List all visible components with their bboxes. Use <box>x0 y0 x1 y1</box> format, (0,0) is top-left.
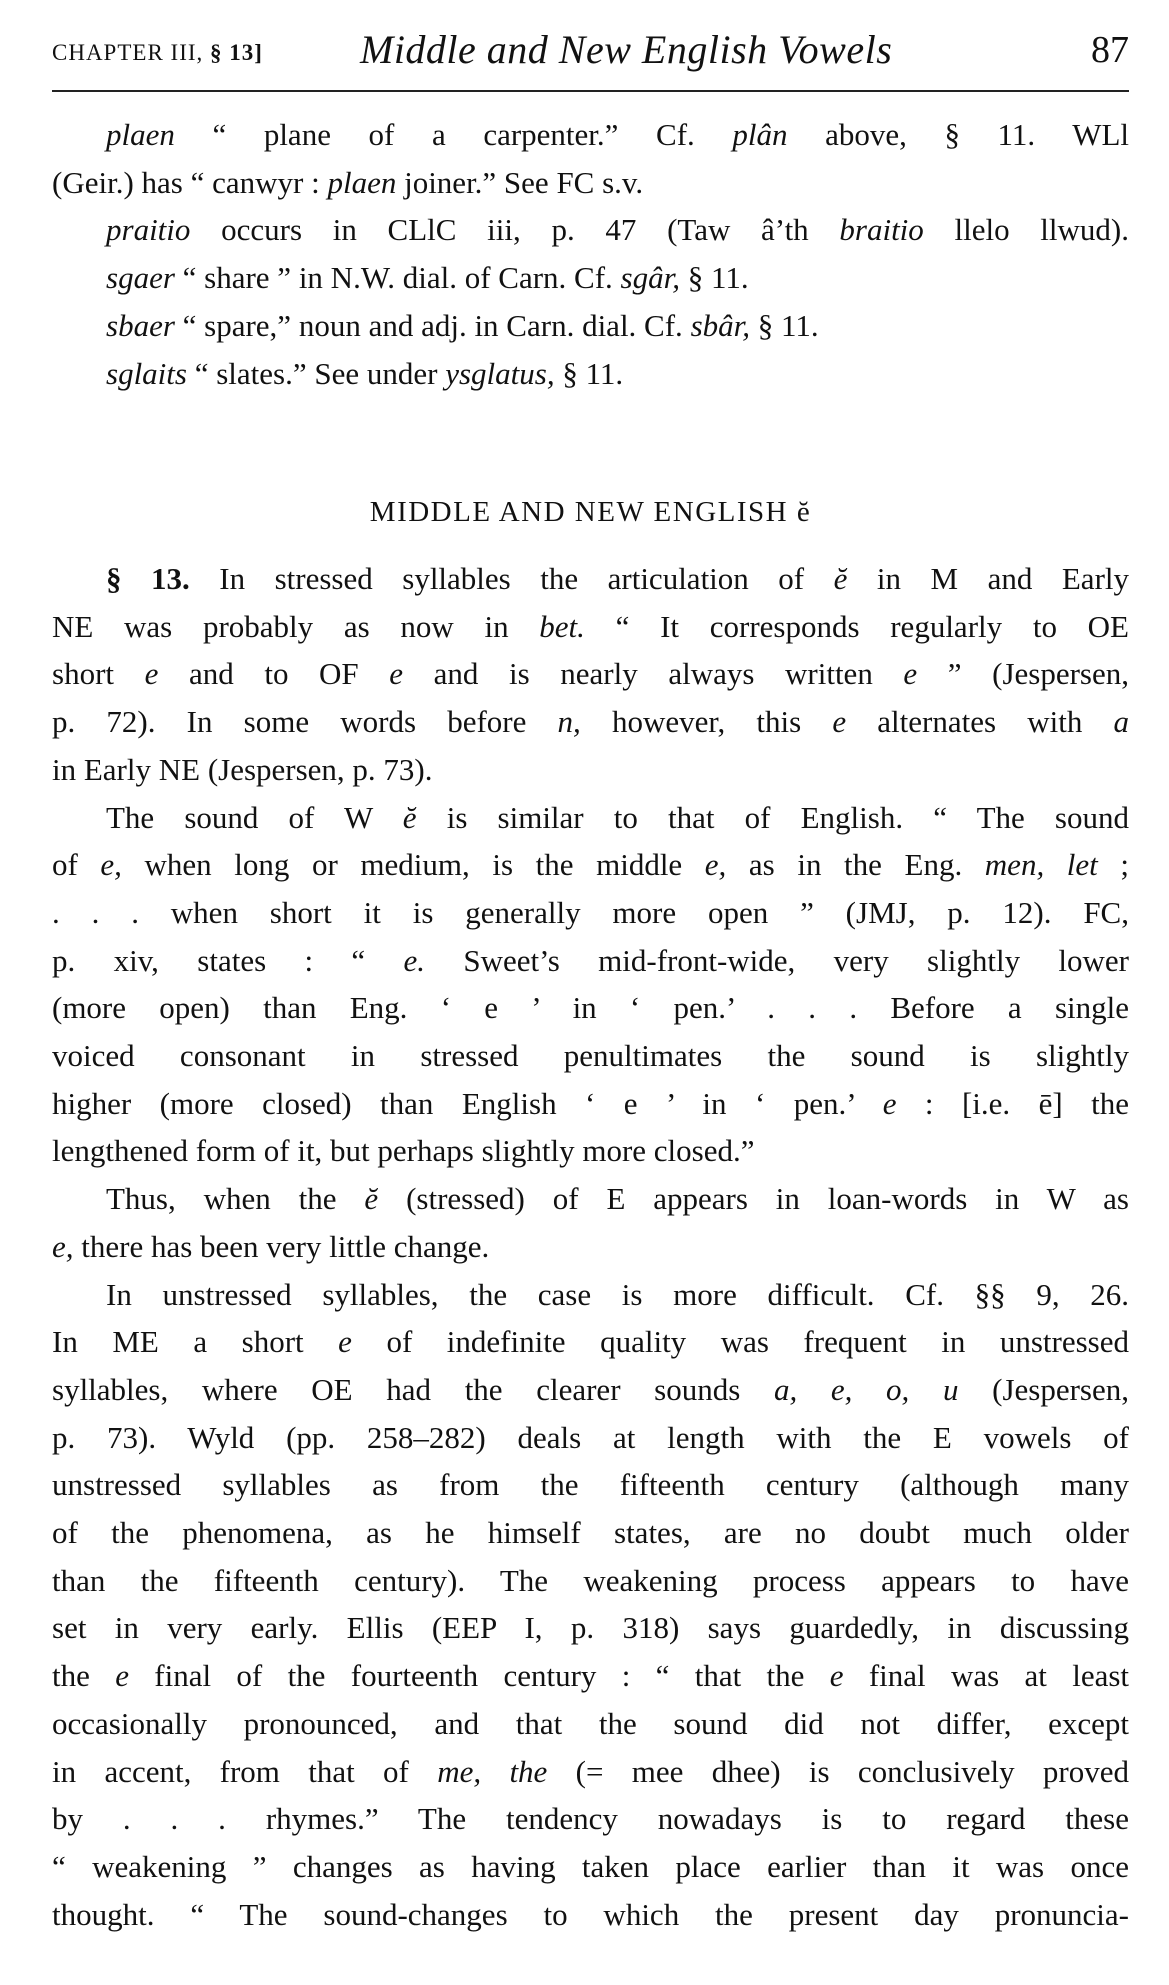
text-run: “ slates.” See under <box>186 355 446 391</box>
italic-term: e <box>389 656 404 692</box>
text-run: above, § 11. WLl <box>787 117 1129 152</box>
body-line <box>52 937 1129 985</box>
body-line-text <box>52 1467 1129 1502</box>
body-line-text <box>52 847 1129 882</box>
text-run: of indefinite quality was frequent in unstressed <box>351 1324 1129 1360</box>
body-line <box>52 603 1129 651</box>
body-line-text <box>52 1610 1129 1645</box>
text-run: alternates with <box>846 704 1114 740</box>
text-run: occurs in CLlC iii, p. 47 (Taw â’th <box>190 212 840 248</box>
text-run: voiced consonant in stressed penultimates the sound is slightly <box>52 1038 1129 1074</box>
body-line <box>52 1652 1129 1700</box>
body-line-text <box>52 990 1129 1025</box>
text-run: The sound of W <box>106 799 403 835</box>
entry-line <box>52 254 1129 302</box>
text-run: short <box>52 656 145 692</box>
body-line <box>52 1557 1129 1605</box>
entry-text <box>52 165 643 200</box>
text-run: NE was probably as now in <box>52 608 540 644</box>
text-run: final was at least <box>843 1658 1130 1694</box>
entry-text <box>106 260 749 295</box>
text-run: (= mee dhee) is conclusively proved <box>547 1753 1129 1789</box>
body-line-text <box>52 1229 489 1264</box>
italic-term: e <box>338 1324 352 1360</box>
italic-term: e, <box>100 847 122 883</box>
body-line-text <box>106 800 1129 835</box>
section-number: § 13. <box>106 561 190 596</box>
body-line-text <box>52 1897 1129 1932</box>
italic-term: e <box>882 1085 897 1121</box>
chapter-label: CHAPTER III, <box>52 40 204 65</box>
italic-term: ĕ <box>364 1181 379 1217</box>
text-run: however, this <box>580 704 833 740</box>
text-run: set in very early. Ellis (EEP I, p. 318) says guardedly, in discussing <box>52 1610 1129 1646</box>
text-run: § 11. <box>750 307 819 343</box>
body-line-text <box>52 1324 1129 1359</box>
italic-term: men, let <box>984 847 1098 883</box>
italic-term: braitio <box>839 212 924 248</box>
body-line-text <box>52 895 1129 930</box>
body-line <box>52 1080 1129 1128</box>
body-line <box>52 1414 1129 1462</box>
body-line-text <box>52 1372 1129 1407</box>
entry-line <box>52 350 1129 398</box>
italic-term: e <box>832 704 847 740</box>
entry-line <box>52 111 1129 159</box>
text-run: Thus, when the <box>106 1181 365 1217</box>
entry-text <box>106 212 1129 247</box>
body-line-text <box>52 1420 1129 1455</box>
body-line <box>52 1843 1129 1891</box>
body-line <box>52 1127 1129 1175</box>
text-run: there has been very little change. <box>73 1228 490 1264</box>
body-line-text <box>52 704 1129 739</box>
body-line <box>52 1461 1129 1509</box>
body-line <box>52 1509 1129 1557</box>
body-line <box>52 1604 1129 1652</box>
text-run: In unstressed syllables, the case is more difficult. Cf. §§ 9, 26. <box>106 1276 1129 1312</box>
entry-text <box>106 117 1129 152</box>
text-run: than the fifteenth century). The weakening process appears to have <box>52 1562 1129 1598</box>
body-line <box>52 794 1129 842</box>
italic-term: e <box>115 1658 129 1694</box>
body-line-text <box>52 1563 1129 1598</box>
body-line-text <box>52 1754 1129 1789</box>
text-run: joiner.” See FC s.v. <box>396 164 644 200</box>
text-run: in M and Early <box>847 561 1129 596</box>
text-run: unstressed syllables as from the fifteenth century (although many <box>52 1467 1129 1503</box>
body-line <box>52 889 1129 937</box>
italic-term: sgâr, <box>620 260 680 296</box>
text-run: “ share ” in N.W. dial. of Carn. Cf. <box>174 260 621 296</box>
text-run: and to OF <box>158 656 390 692</box>
italic-term: sbâr, <box>690 307 751 343</box>
text-run: p. 73). Wyld (pp. 258–282) deals at length with the E vowels of <box>52 1419 1129 1455</box>
entry-line <box>52 206 1129 254</box>
chapter-reference <box>52 40 263 66</box>
italic-term: a <box>1113 704 1129 740</box>
text-run: when long or medium, is the middle <box>121 847 705 883</box>
text-run: In ME a short <box>52 1324 339 1360</box>
text-run: In stressed syllables the articulation of <box>189 561 834 596</box>
text-run: lengthened form of it, but perhaps slightly more closed.” <box>52 1133 755 1169</box>
body-line <box>52 1700 1129 1748</box>
text-run: in accent, from that of <box>52 1753 438 1789</box>
text-run: thought. “ The sound-changes to which the present day pronuncia- <box>52 1896 1129 1932</box>
text-run: Sweet’s mid-front-wide, very slightly lower <box>425 942 1129 978</box>
text-run: llelo llwud). <box>923 212 1129 248</box>
italic-term: plaen <box>106 117 175 152</box>
italic-term: e <box>903 656 918 692</box>
body-line <box>52 1891 1129 1939</box>
italic-term: plaen <box>327 164 397 200</box>
body-line <box>52 984 1129 1032</box>
body-line <box>52 1318 1129 1366</box>
body-line <box>52 1032 1129 1080</box>
italic-term: praitio <box>106 212 191 248</box>
text-run: by . . . rhymes.” The tendency nowadays is to regard these <box>52 1801 1129 1837</box>
text-run: higher (more closed) than English ‘ e ’ in ‘ pen.’ <box>52 1085 883 1121</box>
body-line-text <box>52 1801 1129 1836</box>
text-run: (Jespersen, <box>958 1371 1129 1407</box>
body-line-text <box>52 1038 1129 1073</box>
text-run: of the phenomena, as he himself states, are no doubt much older <box>52 1515 1129 1551</box>
text-run: as in the Eng. <box>726 847 985 883</box>
body-line-text <box>52 1849 1129 1884</box>
body-line-text <box>52 1515 1129 1550</box>
text-run: syllables, where OE had the clearer sounds <box>52 1371 774 1407</box>
text-run: (more open) than Eng. ‘ e ’ in ‘ pen.’ . . . Before a single <box>52 990 1129 1026</box>
body-line-text <box>52 656 1129 691</box>
italic-term: e <box>829 1658 844 1694</box>
body-line-text <box>52 609 1129 644</box>
section-heading: MIDDLE AND NEW ENGLISH ĕ <box>369 496 812 528</box>
entry-text <box>106 356 623 391</box>
italic-term: ĕ <box>833 561 848 596</box>
body-line-text <box>52 1133 755 1168</box>
entry-text <box>106 308 819 343</box>
italic-term: ysglatus, <box>445 355 555 391</box>
body-line <box>52 650 1129 698</box>
italic-term: sglaits <box>106 355 187 391</box>
running-head <box>52 22 1129 84</box>
body-line <box>52 1795 1129 1843</box>
text-run: “ plane of a carpenter.” Cf. <box>174 117 733 152</box>
italic-term: plân <box>732 117 788 152</box>
text-run: (stressed) of E appears in loan-words in W as <box>378 1181 1129 1217</box>
body-line-text <box>106 1181 1129 1216</box>
italic-term: n, <box>557 704 581 740</box>
body-line-text <box>52 1086 1129 1121</box>
body-line <box>52 555 1129 603</box>
text-run: : [i.e. ē] the <box>896 1085 1129 1121</box>
body-line <box>52 1175 1129 1223</box>
text-run: “ It corresponds regularly to OE <box>584 608 1129 644</box>
text-run: ; <box>1097 847 1129 883</box>
text-run: and is nearly always written <box>403 656 904 692</box>
body-line <box>52 1366 1129 1414</box>
italic-term: me, the <box>437 1753 548 1789</box>
italic-term: e, <box>704 847 727 883</box>
text-run: “ weakening ” changes as having taken place earlier than it was once <box>52 1848 1129 1884</box>
italic-term: e, <box>52 1228 74 1264</box>
italic-term: ĕ <box>402 799 417 835</box>
italic-term: a, e, o, u <box>773 1371 959 1407</box>
body-line-text <box>106 561 1129 596</box>
text-run: the <box>52 1658 116 1694</box>
text-run: in Early NE (Jespersen, p. 73). <box>52 751 433 787</box>
italic-term: bet. <box>539 608 585 644</box>
body-paragraphs <box>52 555 1129 1938</box>
text-run: § 11. <box>680 260 749 296</box>
text-run: p. xiv, states : “ <box>52 942 404 978</box>
text-run: “ spare,” noun and adj. in Carn. dial. Cf. <box>174 307 691 343</box>
section-reference: § 13] <box>210 40 263 65</box>
text-run: final of the fourteenth century : “ that the <box>128 1658 830 1694</box>
italic-term: e <box>144 656 159 692</box>
entry-line <box>52 159 1129 207</box>
text-run: occasionally pronounced, and that the sound did not differ, except <box>52 1705 1129 1741</box>
body-line <box>52 746 1129 794</box>
word-entries <box>52 111 1129 397</box>
page-number: 87 <box>1091 29 1129 71</box>
body-line <box>52 841 1129 889</box>
italic-term: e. <box>403 942 426 978</box>
text-run: § 11. <box>554 355 624 391</box>
body-line-text <box>52 943 1129 978</box>
body-line-text <box>52 752 433 787</box>
text-run: is similar to that of English. “ The sound <box>416 799 1129 835</box>
body-line-text <box>52 1706 1129 1741</box>
body-line-text <box>106 1277 1129 1312</box>
italic-term: sgaer <box>106 260 175 296</box>
body-line <box>52 1748 1129 1796</box>
header-rule <box>52 90 1129 92</box>
text-run: of <box>52 847 101 883</box>
body-line <box>52 1271 1129 1319</box>
body-line <box>52 1223 1129 1271</box>
page-title: Middle and New English Vowels <box>360 27 893 72</box>
italic-term: sbaer <box>106 307 175 343</box>
body-line-text <box>52 1658 1129 1693</box>
text-run: p. 72). In some words before <box>52 704 558 740</box>
text-run: (Geir.) has “ canwyr : <box>52 164 328 200</box>
entry-line <box>52 302 1129 350</box>
text-run: . . . when short it is generally more open ” (JMJ, p. 12). FC, <box>52 894 1129 930</box>
body-line <box>52 698 1129 746</box>
text-run: ” (Jespersen, <box>917 656 1130 692</box>
